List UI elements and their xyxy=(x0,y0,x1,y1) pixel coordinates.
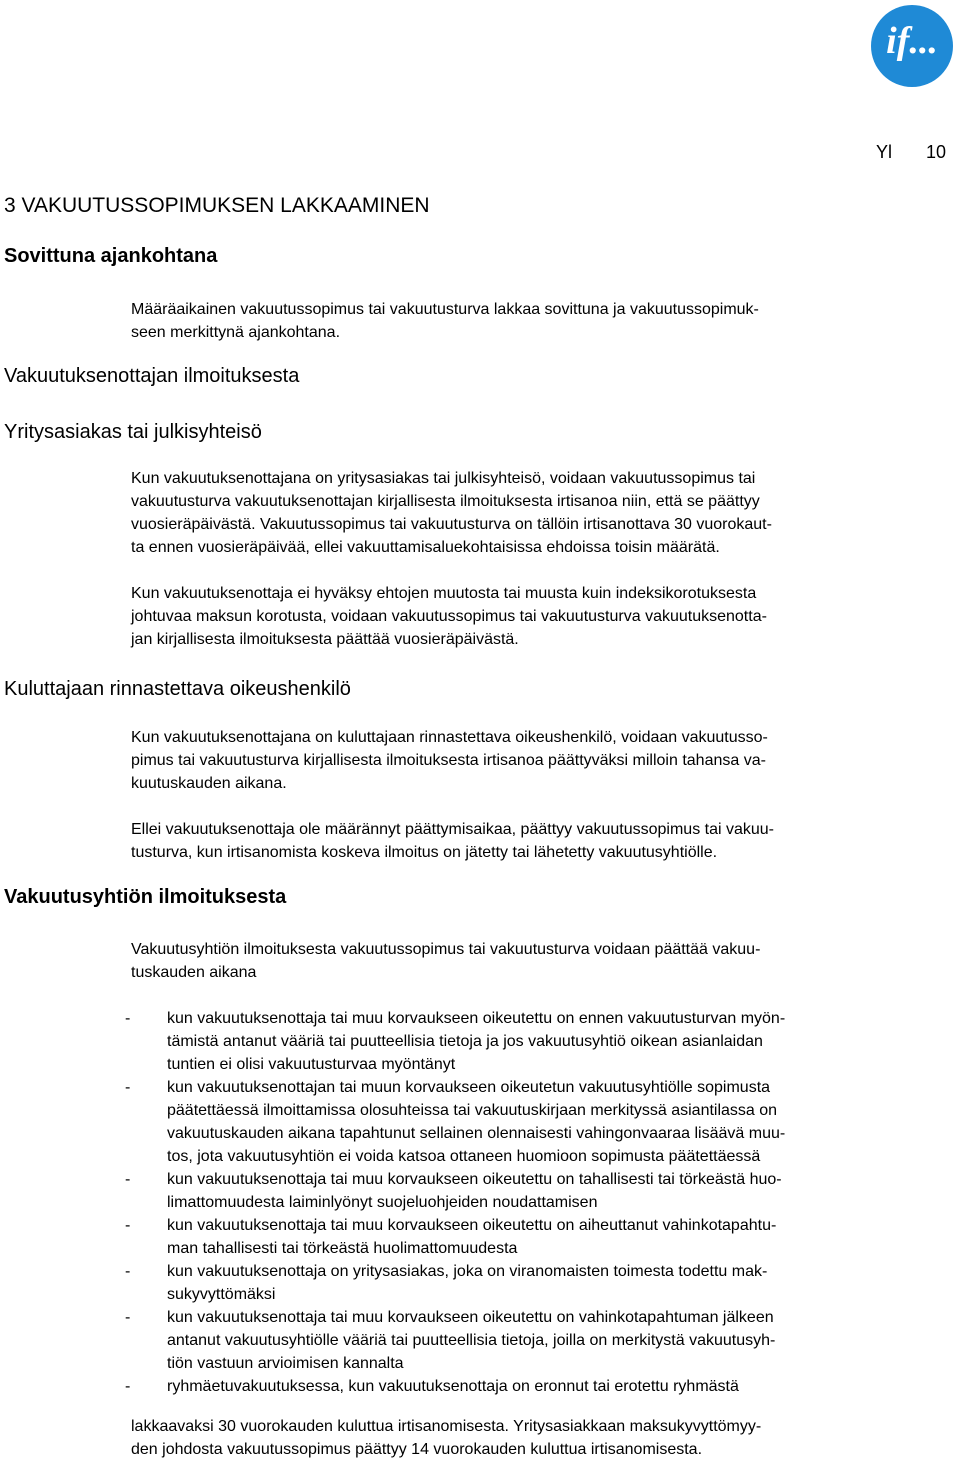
list-dash: - xyxy=(125,1263,131,1280)
text-line: kuutuskauden aikana. xyxy=(131,775,287,792)
text-line: Kun vakuutuksenottajana on kuluttajaan rinnastettava oikeushenkilö, voidaan vakuutusso- xyxy=(131,729,768,746)
text-line: den johdosta vakuutussopimus päättyy 14 vuorokauden kuluttua irtisanomisesta. xyxy=(131,1441,703,1458)
text-line: kun vakuutuksenottaja on yritysasiakas, joka on viranomaisten toimesta todettu mak- xyxy=(167,1263,768,1280)
doc-code: Yl xyxy=(876,142,893,162)
text-line: ryhmäetuvakuutuksessa, kun vakuutuksenottaja on eronnut tai erotettu ryhmästä xyxy=(167,1378,739,1395)
list-dash: - xyxy=(125,1010,131,1027)
text-line: kun vakuutuksenottajan tai muun korvaukseen oikeutetun vakuutusyhtiölle sopimusta xyxy=(167,1079,771,1096)
text-line: tämistä antanut vääriä tai puutteellisia tietoja ja jos vakuutusyhtiö oikean asianlaidan xyxy=(167,1033,763,1050)
list-item xyxy=(121,1260,941,1306)
list-dash: - xyxy=(125,1309,131,1326)
page-number: 10 xyxy=(926,142,947,162)
paragraph-sovittuna xyxy=(131,298,931,344)
text-line: antanut vakuutusyhtiölle vääriä tai puutteellisia tietoja, joilla on merkitystä vakuutusyh- xyxy=(167,1332,776,1349)
list-item xyxy=(121,1214,941,1260)
paragraph-yritys-1 xyxy=(131,467,931,559)
termination-reasons-list xyxy=(121,1007,941,1398)
text-line: pimus tai vakuutusturva kirjallisesta ilmoituksesta irtisanoa päättyväksi milloin tahansa va- xyxy=(131,752,766,769)
text-line: man tahallisesti tai törkeästä huolimattomuudesta xyxy=(167,1240,518,1257)
text-line: vakuutusturva vakuutuksenottajan kirjallisesta ilmoituksesta irtisanoa niin, että se päättyy xyxy=(131,493,760,510)
text-line: tiön vastuun arvioimisen kannalta xyxy=(167,1355,404,1372)
text-line: vuosieräpäivästä. Vakuutussopimus tai vakuutusturva on tällöin irtisanottava 30 vuorokaut- xyxy=(131,516,772,533)
text-line: limattomuudesta laiminlyönyt suojeluohjeiden noudattamisen xyxy=(167,1194,598,1211)
list-item xyxy=(121,1007,941,1076)
if-logo xyxy=(871,5,953,87)
list-item xyxy=(121,1076,941,1168)
list-dash: - xyxy=(125,1378,131,1395)
text-line: tuskauden aikana xyxy=(131,964,257,981)
text-line: tuntien ei olisi vakuutusturvaa myöntänyt xyxy=(167,1056,456,1073)
text-line: Kun vakuutuksenottajana on yritysasiakas tai julkisyhteisö, voidaan vakuutussopimus tai xyxy=(131,470,756,487)
paragraph-kuluttaja-1 xyxy=(131,726,931,795)
list-item xyxy=(121,1375,941,1398)
logo-text: if... xyxy=(886,20,938,62)
text-line: tusturva, kun irtisanomista koskeva ilmoitus on jätetty tai lähetetty vakuutusyhtiölle. xyxy=(131,844,718,861)
text-line: ta ennen vuosieräpäivää, ellei vakuuttamisaluekohtaisissa ehdoissa toisin määrätä. xyxy=(131,539,720,556)
text-line: kun vakuutuksenottaja tai muu korvaukseen oikeutettu on aiheuttanut vahinkotapahtu- xyxy=(167,1217,777,1234)
text-line: kun vakuutuksenottaja tai muu korvaukseen oikeutettu on tahallisesti tai törkeästä huo- xyxy=(167,1171,782,1188)
text-line: vakuutuskauden aikana tapahtunut sellainen olennaisesti vahingonvaaraa lisäävä muu- xyxy=(167,1125,786,1142)
heading-sovittuna: Sovittuna ajankohtana xyxy=(4,245,218,267)
list-dash: - xyxy=(125,1217,131,1234)
text-line: Ellei vakuutuksenottaja ole määrännyt päättymisaikaa, päättyy vakuutussopimus tai vakuu- xyxy=(131,821,775,838)
text-line: Kun vakuutuksenottaja ei hyväksy ehtojen muutosta tai muusta kuin indeksikorotuksesta xyxy=(131,585,757,602)
paragraph-vakuutusyhtio-intro xyxy=(131,938,931,984)
paragraph-kuluttaja-2 xyxy=(131,818,931,864)
paragraph-vakuutusyhtio-outro xyxy=(131,1415,931,1461)
text-line: lakkaavaksi 30 vuorokauden kuluttua irtisanomisesta. Yritysasiakkaan maksukyvyttömyy- xyxy=(131,1418,762,1435)
paragraph-yritys-2 xyxy=(131,582,931,651)
heading-kuluttaja: Kuluttajaan rinnastettava oikeushenkilö xyxy=(4,678,351,700)
text-line: johtuvaa maksun korotusta, voidaan vakuutussopimus tai vakuutusturva vakuutuksenotta- xyxy=(131,608,767,625)
list-item xyxy=(121,1168,941,1214)
page-header-code xyxy=(876,142,946,162)
text-line: jan kirjallisesta ilmoituksesta päättää vuosieräpäivästä. xyxy=(131,631,519,648)
text-line: tos, jota vakuutusyhtiön ei voida katsoa ottaneen huomioon sopimusta päätettäessä xyxy=(167,1148,761,1165)
text-line: kun vakuutuksenottaja tai muu korvaukseen oikeutettu on vahinkotapahtuman jälkeen xyxy=(167,1309,774,1326)
text-line: Vakuutusyhtiön ilmoituksesta vakuutussopimus tai vakuutusturva voidaan päättää vakuu- xyxy=(131,941,761,958)
section-title: 3 VAKUUTUSSOPIMUKSEN LAKKAAMINEN xyxy=(4,194,430,217)
list-dash: - xyxy=(125,1171,131,1188)
heading-vakuutuksenottajan: Vakuutuksenottajan ilmoituksesta xyxy=(4,365,300,387)
text-line: seen merkittynä ajankohtana. xyxy=(131,324,341,341)
list-item xyxy=(121,1306,941,1375)
heading-vakuutusyhtion: Vakuutusyhtiön ilmoituksesta xyxy=(4,886,287,908)
list-dash: - xyxy=(125,1079,131,1096)
text-line: päätettäessä ilmoittamissa olosuhteissa tai vakuutuskirjaan merkityssä asiantilassa on xyxy=(167,1102,778,1119)
text-line: Määräaikainen vakuutussopimus tai vakuutusturva lakkaa sovittuna ja vakuutussopimuk- xyxy=(131,301,759,318)
heading-yritysasiakas: Yritysasiakas tai julkisyhteisö xyxy=(4,421,262,443)
text-line: kun vakuutuksenottaja tai muu korvaukseen oikeutettu on ennen vakuutusturvan myön- xyxy=(167,1010,786,1027)
text-line: sukyvyttömäksi xyxy=(167,1286,276,1303)
